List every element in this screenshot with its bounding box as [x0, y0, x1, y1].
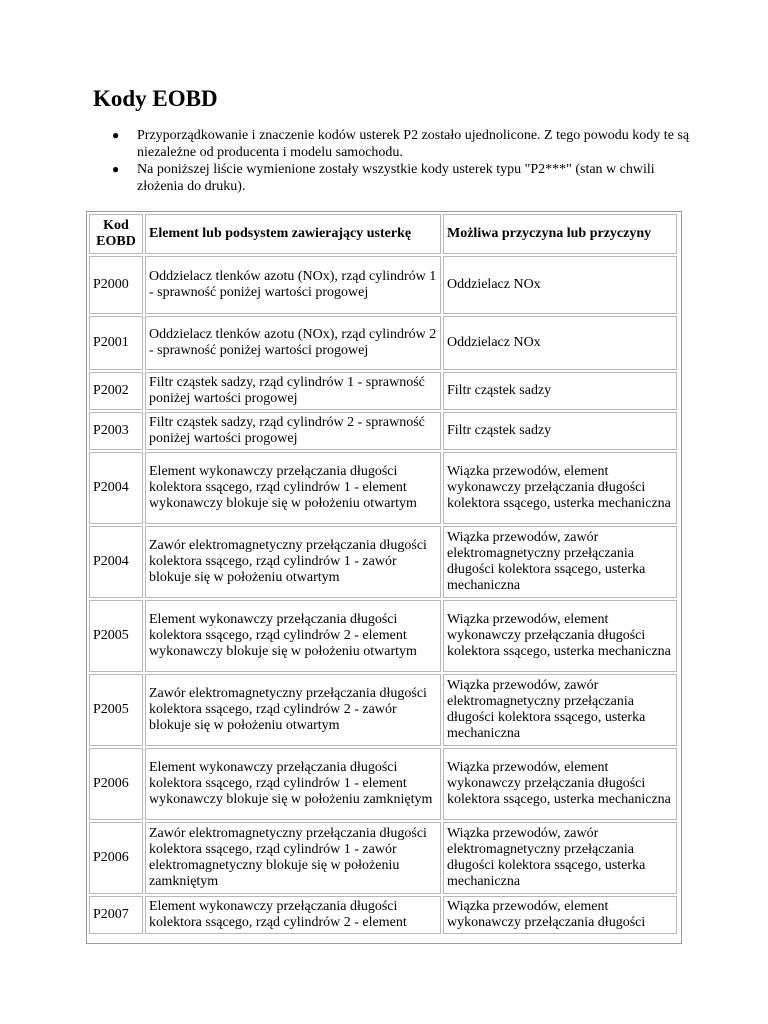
cell-code: P2006: [89, 822, 143, 894]
list-item: [112, 161, 697, 195]
codes-table-container: [86, 211, 682, 944]
cell-element: Zawór elektromagnetyczny przełączania długości kolektora ssącego, rząd cylindrów 1 - zawór blokuje się w położeniu otwartym: [145, 526, 441, 598]
cell-code: P2005: [89, 674, 143, 746]
cell-code: P2001: [89, 316, 143, 370]
cell-element: Zawór elektromagnetyczny przełączania długości kolektora ssącego, rząd cylindrów 1 - zawór elektromagnetyczny blokuje się w położeniu zamkniętym: [145, 822, 441, 894]
cell-cause: Wiązka przewodów, element wykonawczy przełączania długości: [443, 896, 677, 934]
cell-code: P2006: [89, 748, 143, 820]
cell-code: P2007: [89, 896, 143, 934]
table-row: [89, 896, 677, 934]
cell-element: Oddzielacz tlenków azotu (NOx), rząd cylindrów 1 - sprawność poniżej wartości progowej: [145, 256, 441, 314]
page-title: Kody EOBD: [93, 86, 218, 111]
cell-cause: Oddzielacz NOx: [443, 256, 677, 314]
cell-element: Element wykonawczy przełączania długości kolektora ssącego, rząd cylindrów 1 - element wykonawczy blokuje się w położeniu zamkniętym: [145, 748, 441, 820]
table-row: [89, 316, 677, 370]
cell-cause: Wiązka przewodów, zawór elektromagnetyczny przełączania długości kolektora ssącego, usterka mechaniczna: [443, 822, 677, 894]
table-row: [89, 452, 677, 524]
cell-cause: Oddzielacz NOx: [443, 316, 677, 370]
header-cause: Możliwa przyczyna lub przyczyny: [443, 214, 677, 254]
notes-list: [110, 127, 697, 195]
cell-element: Filtr cząstek sadzy, rząd cylindrów 1 - sprawność poniżej wartości progowej: [145, 372, 441, 410]
cell-code: P2005: [89, 600, 143, 672]
bullet-icon: ●: [112, 128, 120, 142]
cell-cause: Wiązka przewodów, zawór elektromagnetyczny przełączania długości kolektora ssącego, usterka mechaniczna: [443, 526, 677, 598]
header-element: Element lub podsystem zawierający usterkę: [145, 214, 441, 254]
cell-cause: Filtr cząstek sadzy: [443, 412, 677, 450]
cell-element: Element wykonawczy przełączania długości kolektora ssącego, rząd cylindrów 2 - element wykonawczy blokuje się w położeniu otwartym: [145, 600, 441, 672]
cell-element: Element wykonawczy przełączania długości kolektora ssącego, rząd cylindrów 1 - element wykonawczy blokuje się w położeniu otwartym: [145, 452, 441, 524]
cell-element: Zawór elektromagnetyczny przełączania długości kolektora ssącego, rząd cylindrów 2 - zawór blokuje się w położeniu otwartym: [145, 674, 441, 746]
table-row: [89, 674, 677, 746]
cell-element: Element wykonawczy przełączania długości kolektora ssącego, rząd cylindrów 2 - element: [145, 896, 441, 934]
table-row: [89, 526, 677, 598]
bullet-icon: ●: [112, 162, 120, 176]
cell-code: P2002: [89, 372, 143, 410]
cell-code: P2003: [89, 412, 143, 450]
note-text: Przyporządkowanie i znaczenie kodów usterek P2 zostało ujednolicone. Z tego powodu kody te są niezależne od producenta i modelu samochodu.: [137, 128, 690, 160]
table-row: [89, 600, 677, 672]
table-row: [89, 748, 677, 820]
table-row: [89, 822, 677, 894]
codes-table: [87, 212, 679, 936]
cell-cause: Wiązka przewodów, element wykonawczy przełączania długości kolektora ssącego, usterka mechaniczna: [443, 748, 677, 820]
header-code: Kod EOBD: [89, 214, 143, 254]
cell-element: Oddzielacz tlenków azotu (NOx), rząd cylindrów 2 - sprawność poniżej wartości progowej: [145, 316, 441, 370]
cell-code: P2004: [89, 452, 143, 524]
table-row: [89, 412, 677, 450]
cell-cause: Filtr cząstek sadzy: [443, 372, 677, 410]
cell-code: P2000: [89, 256, 143, 314]
cell-element: Filtr cząstek sadzy, rząd cylindrów 2 - sprawność poniżej wartości progowej: [145, 412, 441, 450]
note-text: Na poniższej liście wymienione zostały wszystkie kody usterek typu "P2***" (stan w chwili złożenia do druku).: [137, 162, 655, 194]
table-header-row: [89, 214, 677, 254]
cell-cause: Wiązka przewodów, element wykonawczy przełączania długości kolektora ssącego, usterka mechaniczna: [443, 452, 677, 524]
cell-cause: Wiązka przewodów, zawór elektromagnetyczny przełączania długości kolektora ssącego, usterka mechaniczna: [443, 674, 677, 746]
cell-cause: Wiązka przewodów, element wykonawczy przełączania długości kolektora ssącego, usterka mechaniczna: [443, 600, 677, 672]
table-row: [89, 372, 677, 410]
list-item: [112, 127, 697, 161]
table-row: [89, 256, 677, 314]
cell-code: P2004: [89, 526, 143, 598]
